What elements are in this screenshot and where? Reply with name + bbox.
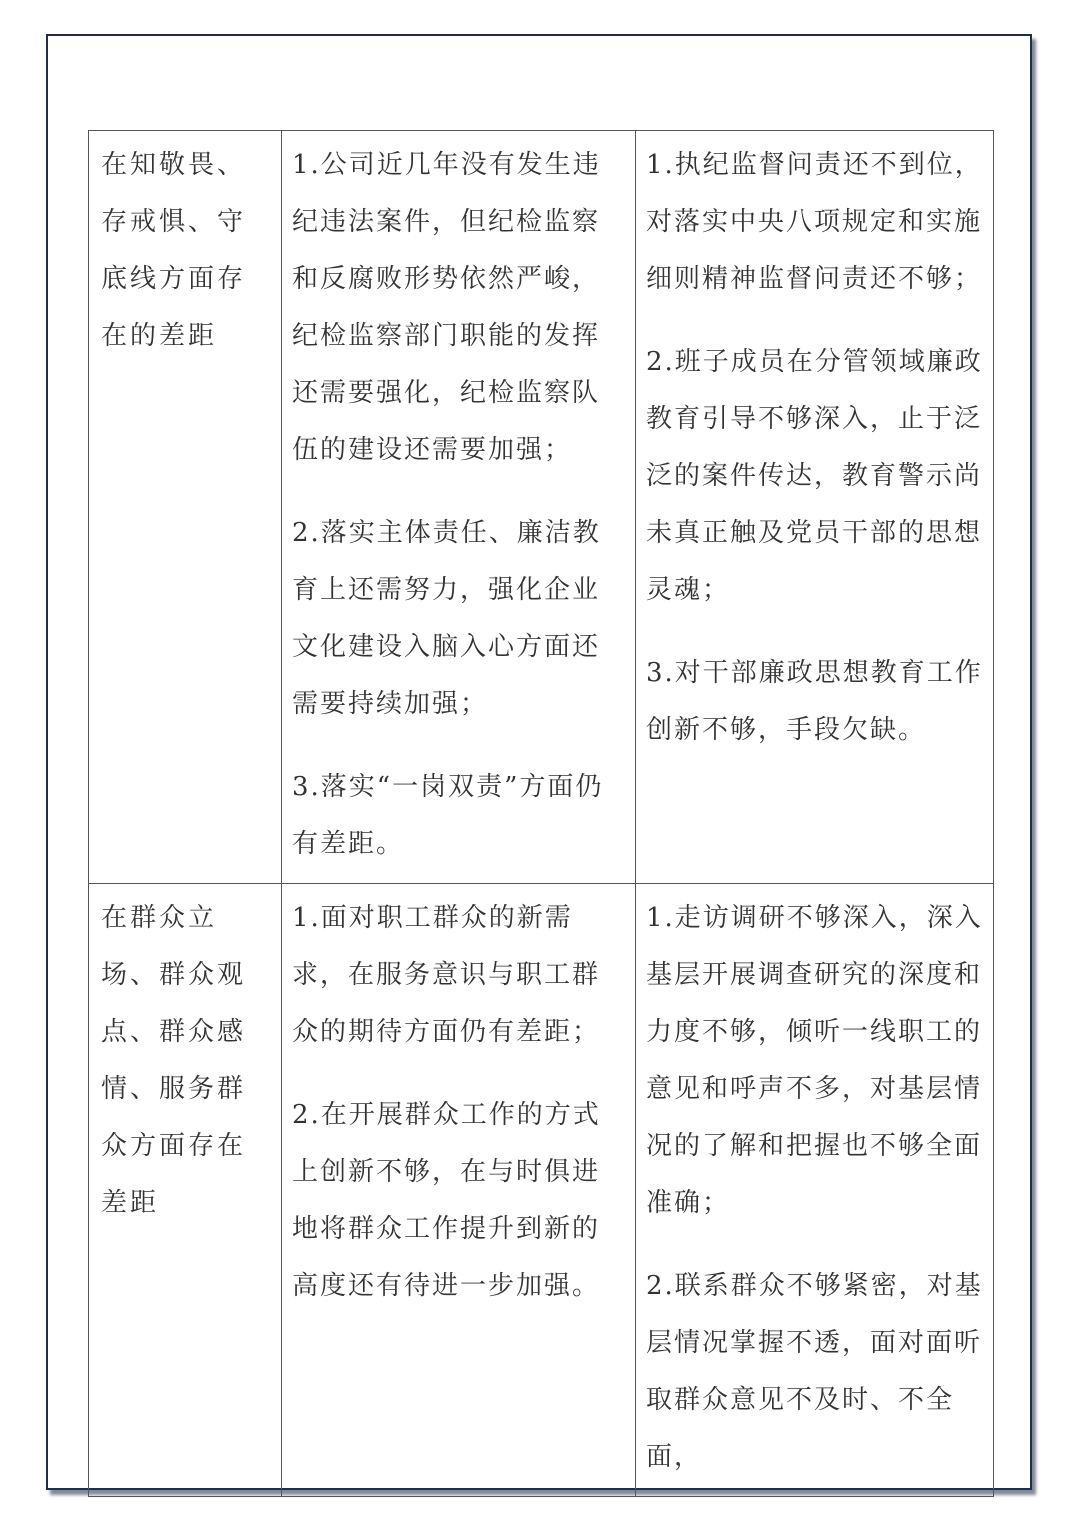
category-cell bbox=[89, 884, 282, 1497]
issue-cell bbox=[282, 131, 636, 884]
table-row bbox=[89, 884, 994, 1497]
issue-cell bbox=[282, 884, 636, 1497]
problem-item: 2.联系群众不够紧密，对基层情况掌握不透，面对面听取群众意见不及时、不全面， bbox=[646, 1271, 983, 1472]
table-row bbox=[89, 131, 994, 884]
issue-item: 3.落实“一岗双责”方面仍有差距。 bbox=[292, 772, 604, 859]
category-cell bbox=[89, 131, 282, 884]
problem-item: 1.执纪监督问责还不到位，对落实中央八项规定和实施细则精神监督问责还不够； bbox=[646, 150, 983, 294]
problem-item: 2.班子成员在分管领域廉政教育引导不够深入，止于泛泛的案件传达，教育警示尚未真正触及党员干部的思想灵魂； bbox=[646, 347, 983, 605]
problem-cell bbox=[636, 884, 994, 1497]
issue-item: 1.面对职工群众的新需求，在服务意识与职工群众的期待方面仍有差距； bbox=[292, 903, 601, 1047]
category-text: 在知敬畏、存戒惧、守底线方面存在的差距 bbox=[101, 150, 247, 351]
problem-item: 1.走访调研不够深入，深入基层开展调查研究的深度和力度不够，倾听一线职工的意见和呼声不多，对基层情况的了解和把握也不够全面准确； bbox=[646, 903, 983, 1218]
issue-item: 1.公司近几年没有发生违纪违法案件，但纪检监察和反腐败形势依然严峻，纪检监察部门职能的发挥还需要强化，纪检监察队伍的建设还需要加强； bbox=[292, 150, 601, 465]
self-inspection-table bbox=[88, 130, 994, 1497]
problem-item: 3.对干部廉政思想教育工作创新不够，手段欠缺。 bbox=[646, 658, 983, 745]
category-text: 在群众立场、群众观点、群众感情、服务群众方面存在差距 bbox=[101, 903, 247, 1218]
problem-cell bbox=[636, 131, 994, 884]
issue-item: 2.落实主体责任、廉洁教育上还需努力，强化企业文化建设入脑入心方面还需要持续加强； bbox=[292, 518, 601, 719]
issue-item: 2.在开展群众工作的方式上创新不够，在与时俱进地将群众工作提升到新的高度还有待进一步加强。 bbox=[292, 1100, 601, 1301]
